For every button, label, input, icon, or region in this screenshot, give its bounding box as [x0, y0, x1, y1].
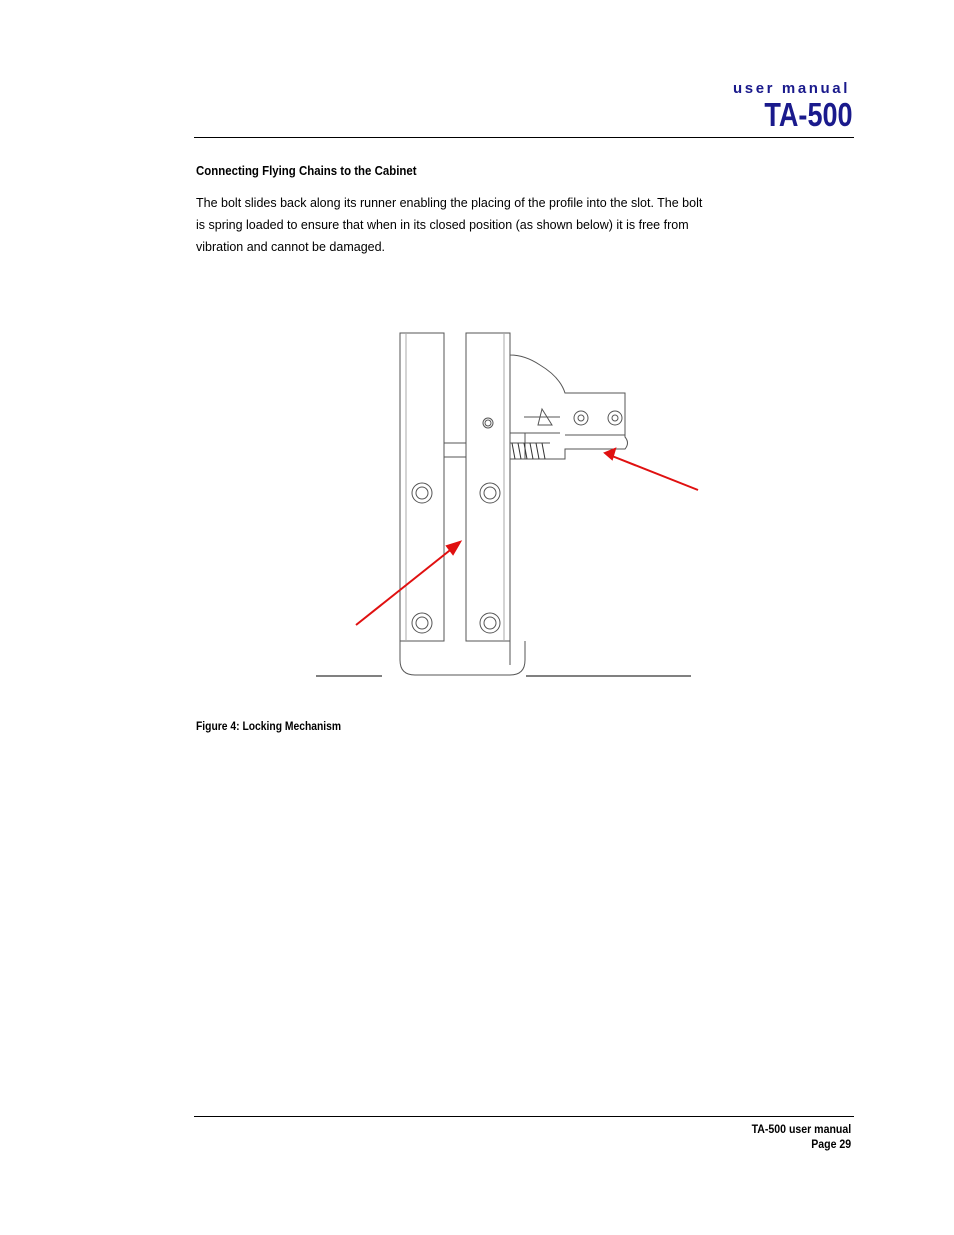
header-title: TA-500 — [764, 96, 853, 133]
locking-mechanism-drawing — [310, 325, 700, 685]
latch-body — [510, 333, 628, 459]
footer-page-number: Page 29 — [811, 1137, 851, 1151]
locking-mechanism-figure — [310, 325, 700, 685]
section-heading: Connecting Flying Chains to the Cabinet — [196, 163, 417, 178]
paragraph-line: is spring loaded to ensure that when in its closed position (as shown below) it is free from — [196, 218, 689, 232]
footer-rule — [194, 1116, 854, 1117]
footer — [751, 1122, 851, 1152]
paragraph-line: The bolt slides back along its runner enabling the placing of the profile into the slot. The bolt — [196, 196, 703, 210]
screw-icon — [412, 483, 432, 503]
spring — [510, 443, 550, 459]
paragraph-line: vibration and cannot be damaged. — [196, 240, 386, 254]
header-subtitle: user manual — [733, 80, 850, 97]
body-paragraph — [196, 192, 756, 258]
arrow-to-bolt — [612, 456, 698, 490]
screw-icon — [480, 483, 500, 503]
footer-doc-name: TA-500 user manual — [751, 1122, 851, 1136]
screw-icon — [480, 613, 500, 633]
screw-icon — [412, 613, 432, 633]
figure-caption: Figure 4: Locking Mechanism — [196, 719, 342, 733]
header-rule — [194, 137, 854, 138]
arrow-to-slot — [356, 547, 454, 625]
